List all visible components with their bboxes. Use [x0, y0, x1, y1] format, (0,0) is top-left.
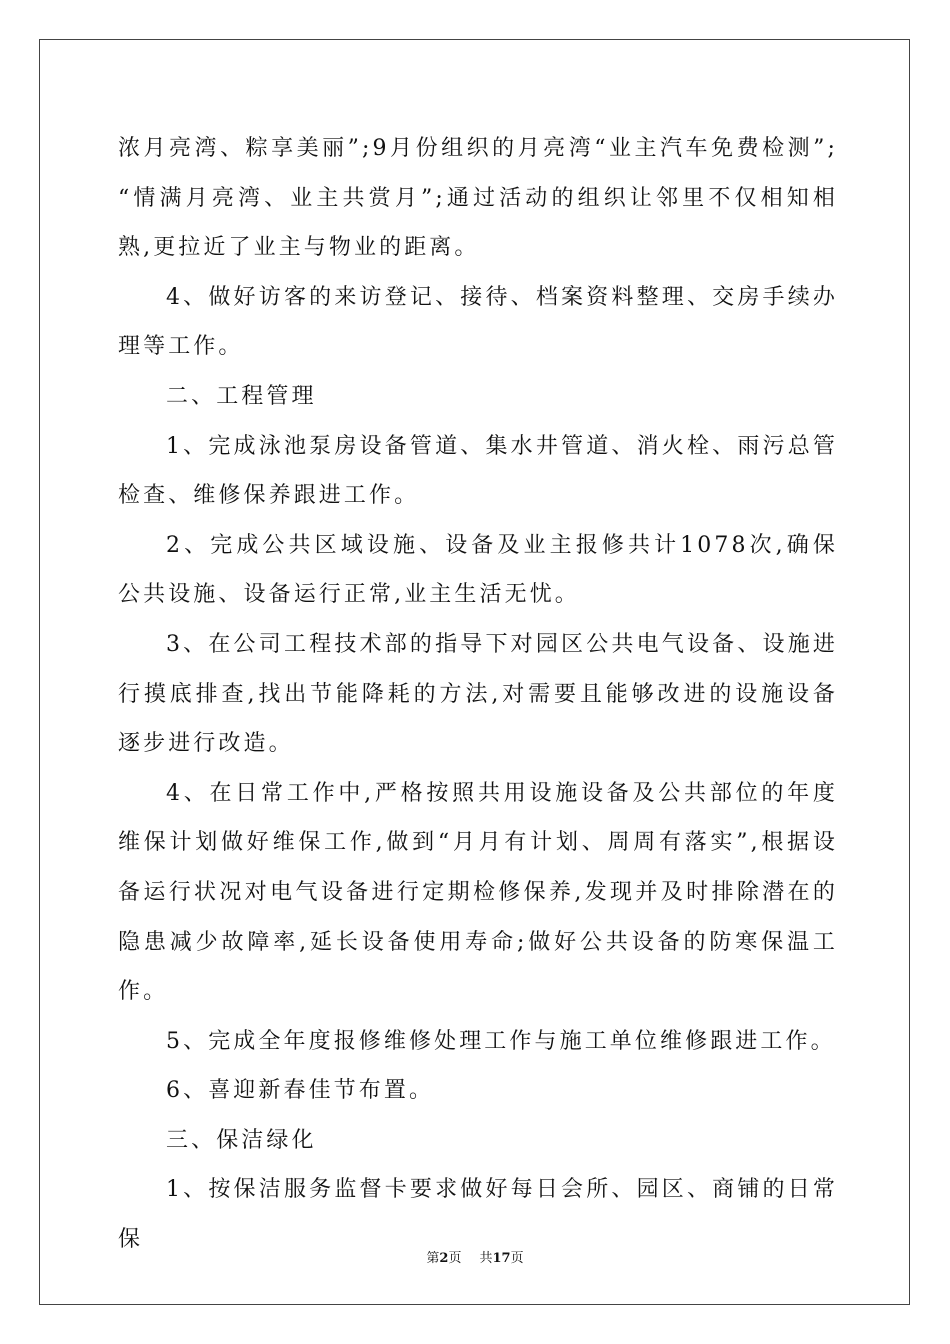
section-heading-cleaning: 三、保洁绿化: [166, 1127, 317, 1153]
total-pages-label: 共17页: [479, 1251, 524, 1266]
paragraph-engineering-item-2: 2、完成公共区域设施、设备及业主报修共计1078次,确保公共设施、设备运行正常,业主生活无忧。: [118, 532, 838, 608]
paragraph-cleaning-item-1: 1、按保洁服务监督卡要求做好每日会所、园区、商铺的日常保: [118, 1177, 838, 1253]
document-body: [118, 124, 838, 1265]
paragraph-continuation: 浓月亮湾、粽享美丽”;9月份组织的月亮湾“业主汽车免费检测”; “情满月亮湾、业主共赏月”;通过活动的组织让邻里不仅相知相熟,更拉近了业主与物业的距离。: [118, 136, 838, 261]
paragraph-engineering-item-4: 4、在日常工作中,严格按照共用设施设备及公共部位的年度维保计划做好维保工作,做到“月月有计划、周周有落实”,根据设备运行状况对电气设备进行定期检修保养,发现并及时排除潜在的隐患减少故障率,延长设备使用寿命;做好公共设备的防寒保温工作。: [118, 780, 838, 1005]
page-footer: [0, 1247, 950, 1266]
paragraph-engineering-item-1: 1、完成泳池泵房设备管道、集水井管道、消火栓、雨污总管检查、维修保养跟进工作。: [118, 433, 838, 509]
paragraph-item-4-visitors: 4、做好访客的来访登记、接待、档案资料整理、交房手续办理等工作。: [118, 284, 838, 360]
paragraph-engineering-item-5: 5、完成全年度报修维修处理工作与施工单位维修跟进工作。: [166, 1028, 836, 1054]
page-number-label: 第2页: [426, 1251, 462, 1266]
paragraph-engineering-item-6: 6、喜迎新春佳节布置。: [166, 1078, 435, 1104]
section-heading-engineering: 二、工程管理: [166, 383, 317, 409]
paragraph-engineering-item-3: 3、在公司工程技术部的指导下对园区公共电气设备、设施进行摸底排查,找出节能降耗的方法,对需要且能够改进的设施设备逐步进行改造。: [118, 631, 838, 757]
